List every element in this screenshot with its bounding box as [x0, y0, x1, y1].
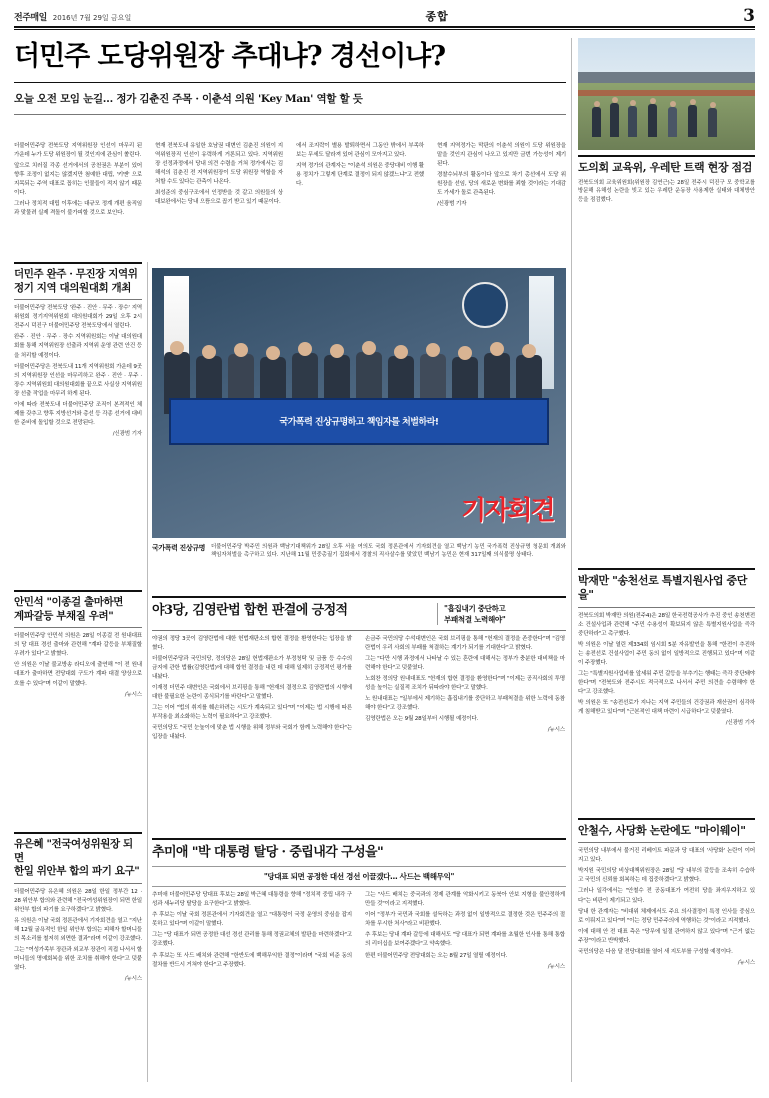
article-yoo-eun-hye-byline: /뉴시스 [124, 976, 142, 983]
masthead-left [14, 10, 131, 23]
article-choomiae-head: 추미애 "박 대통령 탈당 · 중립내각 구성을" [152, 845, 384, 860]
article-choomiae-kicker: "당대표 되면 공정한 대선 경선 이끌겠다… 사드는 백해무익" [263, 872, 455, 882]
lead-article [14, 42, 566, 115]
article-yoo-eun-hye-head: 유은혜 "전국여성위원장 되면 [14, 838, 133, 864]
article-ahn-cheol-soo-head: 안철수, 사당화 논란에도 "마이웨이" [578, 824, 746, 837]
article-ahn-min-seok: 안민석 "이종걸 출마하면 계파갈등 부채질 우려" 더불어민주당 안민석 의원은 28일 이종걸 전 원내대표의 당 대표 경선 출마와 관련해 "계파 갈등을 부채질할 우려가 있다"고 밝혔다. 안 의원은 이날 불교방송 라디오에 출연해 "이 전 원내대표가 출마하면 전당대회 구도가 계파 대결 양상으로 흐를 수 있다"며 이같이 말했다. /뉴시스 [14, 590, 142, 700]
lead-subhead: 오늘 오전 모임 눈길… 정가 김춘진 주목 · 이춘석 의원 'Key Man' 역할 할 듯 [14, 92, 363, 105]
main-photo-block [152, 268, 566, 559]
photo-press-conference [152, 268, 566, 538]
lead-body-col-4: 현재 지역정가는 막판의 이춘석 의원이 도당 위원장을 맡을 것인지 관심이 나오고 있지만 금번 가능성이 제기된다. 경찰수뇌부의 활동이다 앞으로 차기 총선에서 도당 위원장을 선임, 당의 새로운 변화를 꾀할 것이라는 기대감도 가세가 돌로 관측된다. /신광범 기자 [437, 143, 566, 208]
top-right-photo-block [578, 38, 755, 204]
article-yoo-eun-hye-head2: 한일 위안부 합의 파기 요구" [14, 865, 140, 878]
article-yajeongdang-body-left: 야권의 정당 3곳이 김영란법에 대한 헌법재판소의 합헌 결정을 환영한다는 입장을 밝혔다. 더불어민주당과 국민의당, 정의당은 28일 헌법재판소가 부정청탁 및 금품 등 수수의 금지에 관한 법률(김영란법)에 대해 합헌 결정을 내린 데 대해 일제히 긍정적인 평가를 내놨다. 이재정 더민주 대변인은 국회에서 브리핑을 통해 "헌재의 결정으로 김영란법의 시행에 대한 불필요한 논란이 종식되기를 바란다"고 말했다. 그는 이어 "법의 취지를 훼손하려는 시도가 계속되고 있다"며 "이제는 법 시행에 따른 부작용을 최소화하는 노력이 필요하다"고 강조했다. 국민의당도 "국민 눈높이에 맞춘 법 시행을 위해 정부와 국회가 함께 노력해야 한다"는 입장을 내놨다. [152, 636, 352, 741]
article-ahn-min-seok-byline: /뉴시스 [124, 691, 142, 698]
article-yajeongdang-kicker-1: "흡집내기 중단하고 [444, 604, 506, 613]
article-park-jae-man: 박재만 "송천선로 특별지원사업 중단을" 전북도의회 박재만 의원(전주4)은 28일 한국전력공사가 추진 중인 송천변전소 건설사업과 관련해 "주민 수용성이 확보되지 않은 특별지원사업을 즉각 중단하라"고 촉구했다. 박 의원은 이날 열린 제334회 임시회 5분 자유발언을 통해 "한전이 추진하는 송전선로 건설사업이 주민 동의 없이 일방적으로 진행되고 있다"며 이같이 주장했다. 그는 "특별지원사업비를 앞세워 주민 갈등을 부추기는 행태는 즉각 중단돼야 한다"며 "전북도와 전주시도 적극적으로 나서서 주민 의견을 수렴해야 한다"고 강조했다. 박 의원은 또 "송전선로가 지나는 지역 주민들의 건강권과 재산권이 심각하게 침해받고 있다"며 "근본적인 대책 마련이 시급하다"고 덧붙였다. /신광범 기자 [578, 568, 755, 728]
article-jeonbuk-wanju-head2: 정기 지역 대의원대회 개최 [14, 281, 131, 294]
masthead-rule [14, 26, 755, 28]
lead-body-col-1: 더불어민주당 전북도당 지역위원장 인선이 마무리 된 가운데 누가 도당 위원장이 될 것인지에 관심이 쏠린다. 앞으로 치러질 각종 선거에서의 공천권은 부분이 있어 향후 조정이 없지는 않겠지만 첨예한 대립, '키맨' 으로 지목되는 주역 대표로 꼽히는 인물들이 적지 않기 때문이다. 그러나 정치적 대립 이후에는 대규모 정계 개편 움직임과 맞물려 실제 격돌이 불가피할 것으로 보인다. [14, 143, 142, 217]
main-photo-caption-title: 국가폭력 진상규명 [152, 544, 205, 552]
protest-banner [169, 398, 550, 445]
article-ahn-cheol-soo-byline: /뉴시스 [737, 959, 755, 966]
article-ahn-min-seok-head2: 계파갈등 부채질 우려" [14, 609, 114, 622]
issue-date: 2016년 7월 29일 금요일 [52, 13, 132, 22]
photo-top-right-title: 도의회 교육위, 우레탄 트랙 현장 점검 [578, 161, 752, 174]
lead-body-col-3: 에서 조지락이 별용 발퇴하면서 그동안 밖에서 부족하보는 무세도 달라져 있어 관심이 모아지고 있다. 지역 정가의 관계자는 "이춘석 의원은 중당대비 이행 활용 정치가 그렇게 단계로 결정이 되지 않겠느냐"고 전했다. [296, 143, 424, 188]
article-yajeongdang-head: 야3당, 김영란법 합헌 판결에 긍정적 [152, 603, 348, 618]
main-photo-caption: 더불어민주당 박주민 의원과 백남기대책위가 28일 오후 서울 여의도 국회 정론관에서 기자회견을 열고 백남기 농민 국가폭력 진상규명 청문회 개최와 책임자처벌을 촉구하고 있다. 지난해 11월 민중총궐기 집회에서 경찰의 직사살수를 맞았던 백남기 농민은 현재 317일째 의식불명 상태다. [210, 544, 566, 559]
masthead [14, 6, 755, 26]
article-yajeongdang [152, 596, 566, 745]
article-yajeongdang-body-right: 손금주 국민의당 수석대변인은 국회 브리핑을 통해 "헌재의 결정을 존중한다"며 "김영란법이 우리 사회의 부패를 척결하는 계기가 되기를 기대한다"고 밝혔다. 그는 "다만 시행 과정에서 나타날 수 있는 혼란에 대해서는 정부가 충분한 대비책을 마련해야 한다"고 덧붙였다. 노회찬 정의당 원내대표도 "헌재의 합헌 결정을 환영한다"며 "이제는 공직사회의 투명성을 높이는 실질적 조치가 뒤따라야 한다"고 말했다. 노 원내대표는 "일부에서 제기하는 흡집내기를 중단하고 부패척결을 위한 노력에 동참해야 한다"고 강조했다. 김영란법은 오는 9월 28일부터 시행될 예정이다. /뉴시스 [365, 635, 565, 745]
photo-top-right-caption: 전북도의회 교육위원회(위원장 김연근)는 28일 전주시 덕진구 모 중학교를 방문해 유해성 논란을 빚고 있는 우레탄 운동장 사용제한 실태와 대체방안 등을 점검했다. [578, 180, 755, 203]
article-ahn-cheol-soo: 안철수, 사당화 논란에도 "마이웨이" 국민의당 내부에서 불거진 리베이트 파문과 당 대표의 '사당화' 논란이 이어지고 있다. 박지원 국민의당 비상대책위원장은 28일 "당 내부의 갈등을 조속히 수습하고 국민의 신뢰를 회복하는 데 집중하겠다"고 밝혔다. 그러나 일각에서는 "안철수 전 공동대표가 여전히 당을 좌지우지하고 있다"는 비판이 제기되고 있다. 당내 한 관계자는 "비대위 체제에서도 주요 의사결정이 특정 인사들 중심으로 이뤄지고 있다"며 "이는 정당 민주주의에 역행하는 것"이라고 지적했다. 이에 대해 안 전 대표 측은 "당무에 일절 관여하지 않고 있다"며 "근거 없는 주장"이라고 반박했다. 국민의당은 다음 달 전당대회를 열어 새 지도부를 구성할 예정이다. /뉴시스 [578, 818, 755, 968]
photo-education-committee [578, 38, 755, 150]
article-yajeongdang-kicker-2: 부패척결 노력해야" [444, 615, 506, 624]
article-park-jae-man-head: 박재만 "송천선로 특별지원사업 중단을" [578, 574, 748, 602]
article-jeonbuk-wanju-byline: /신광범 기자 [112, 430, 142, 437]
article-jeonbuk-wanju-head: 더민주 완주 · 무진장 지역위 [14, 268, 138, 280]
column-divider-1 [147, 262, 148, 1082]
lead-headline: 더민주 도당위원장 추대냐? 경선이냐? [14, 41, 446, 72]
article-ahn-min-seok-head: 안민석 "이종걸 출마하면 [14, 596, 124, 608]
masthead-rule-thin [14, 29, 755, 30]
column-divider-2 [571, 38, 572, 1082]
photo-red-text: 기자회견 [461, 496, 554, 527]
article-park-jae-man-byline: /신광범 기자 [725, 720, 755, 727]
article-yajeongdang-byline: /뉴시스 [547, 727, 565, 734]
section-title: 종합 [425, 10, 449, 23]
banner-text: 국가폭력 진상규명하고 책임자를 처벌하라! [279, 417, 439, 428]
article-jeonbuk-wanju: 더민주 완주 · 무진장 지역위 정기 지역 대의원대회 개최 더불어민주당 전북도당 '완주 · 진안 · 무주 · 장수' 지역위원회 정기지역위원회 대의원대회가 29일 오후 2시 전주시 덕진구 더불어민주당 전북도당에서 열린다. 완주 · 진안 · 무주 · 장수 지역위원회는 이날 대의원대회를 통해 지역위원장 선출과 지역위 운영 관련 안건 등을 처리할 예정이다. 더불어민주당은 전북도내 11개 지역위원회 가운데 9곳의 지역위원장 인선을 마무리하고 완주 · 진안 · 무주 · 장수 지역위원회 대의원대회를 끝으로 사실상 지역위원장 선출 작업을 마무리 하게 된다. 이에 따라 전북도내 더불어민주당 조직이 본격적인 체제를 갖추고 향후 지방선거와 총선 등 각종 선거에 대비한 준비에 돌입할 것으로 전망된다. /신광범 기자 [14, 262, 142, 439]
article-choomiae-body-left: 추미애 더불어민주당 당대표 후보는 28일 박근혜 대통령을 향해 "정치적 중립 내각 구성과 새누리당 탈당을 요구한다"고 밝혔다. 추 후보는 이날 국회 정론관에서 기자회견을 열고 "대통령이 국정 운영의 중심을 잡지 못하고 있다"며 이같이 말했다. 그는 "당 대표가 되면 공정한 대선 경선 관리를 통해 정권교체의 발판을 마련하겠다"고 강조했다. 추 후보는 또 사드 배치와 관련해 "한반도에 백해무익한 결정"이라며 "국회 비준 동의 절차를 반드시 거쳐야 한다"고 주장했다. [152, 892, 352, 968]
lead-body-col-2: 현재 전북도내 유일한 호남권 대변인 김춘진 의원이 지역위원장직 인선이 유력하게 거론되고 있다. 지역위원장 선정과정에서 당내 의견 수렴을 거쳐 정가에서는 김해석의 김춘진 전 지역위원장이 도당 위원장 역할을 자처할 수도 있다는 관측이 나온다. 최성준의 중심구조에서 인정받을 것 같고 의원들의 상대보완에서는 당내 으뜸으로 꼽기 받고 있기 때문이다. [155, 143, 283, 206]
article-choomiae-body-right: 그는 "사드 배치는 중국과의 경제 관계를 악화시키고 동북아 안보 지형을 불안정하게 만들 것"이라고 지적했다. 이어 "정부가 국민과 국회를 설득하는 과정 없이 일방적으로 결정한 것은 민주주의 절차를 무시한 처사"라고 비판했다. 추 후보는 당내 계파 갈등에 대해서도 "당 대표가 되면 계파를 초월한 인사를 통해 통합의 리더십을 보여주겠다"고 약속했다. 한편 더불어민주당 전당대회는 오는 8월 27일 열릴 예정이다. /뉴시스 [365, 891, 565, 971]
page-number: 3 [743, 6, 755, 26]
article-choomiae-byline: /뉴시스 [547, 963, 565, 970]
article-choomiae [152, 838, 566, 972]
newspaper-brand: 전주매일 [14, 12, 47, 23]
article-yoo-eun-hye: 유은혜 "전국여성위원장 되면 한일 위안부 합의 파기 요구" 더불어민주당 유은혜 의원은 28일 한일 정부간 12 · 28 위안부 합의와 관련해 "전국여성위원장이 되면 한일 위안부 합의 파기를 요구하겠다"고 밝혔다. 유 의원은 이날 국회 정론관에서 기자회견을 열고 "지난해 12월 굴욕적인 한일 위안부 합의는 피해자 할머니들의 목소리를 철저히 외면한 결과"라며 이같이 강조했다. 그는 "여성가족부 장관과 외교부 장관이 직접 나서서 할머니들의 명예회복을 위한 조치를 취해야 한다"고 덧붙였다. /뉴시스 [14, 832, 142, 984]
